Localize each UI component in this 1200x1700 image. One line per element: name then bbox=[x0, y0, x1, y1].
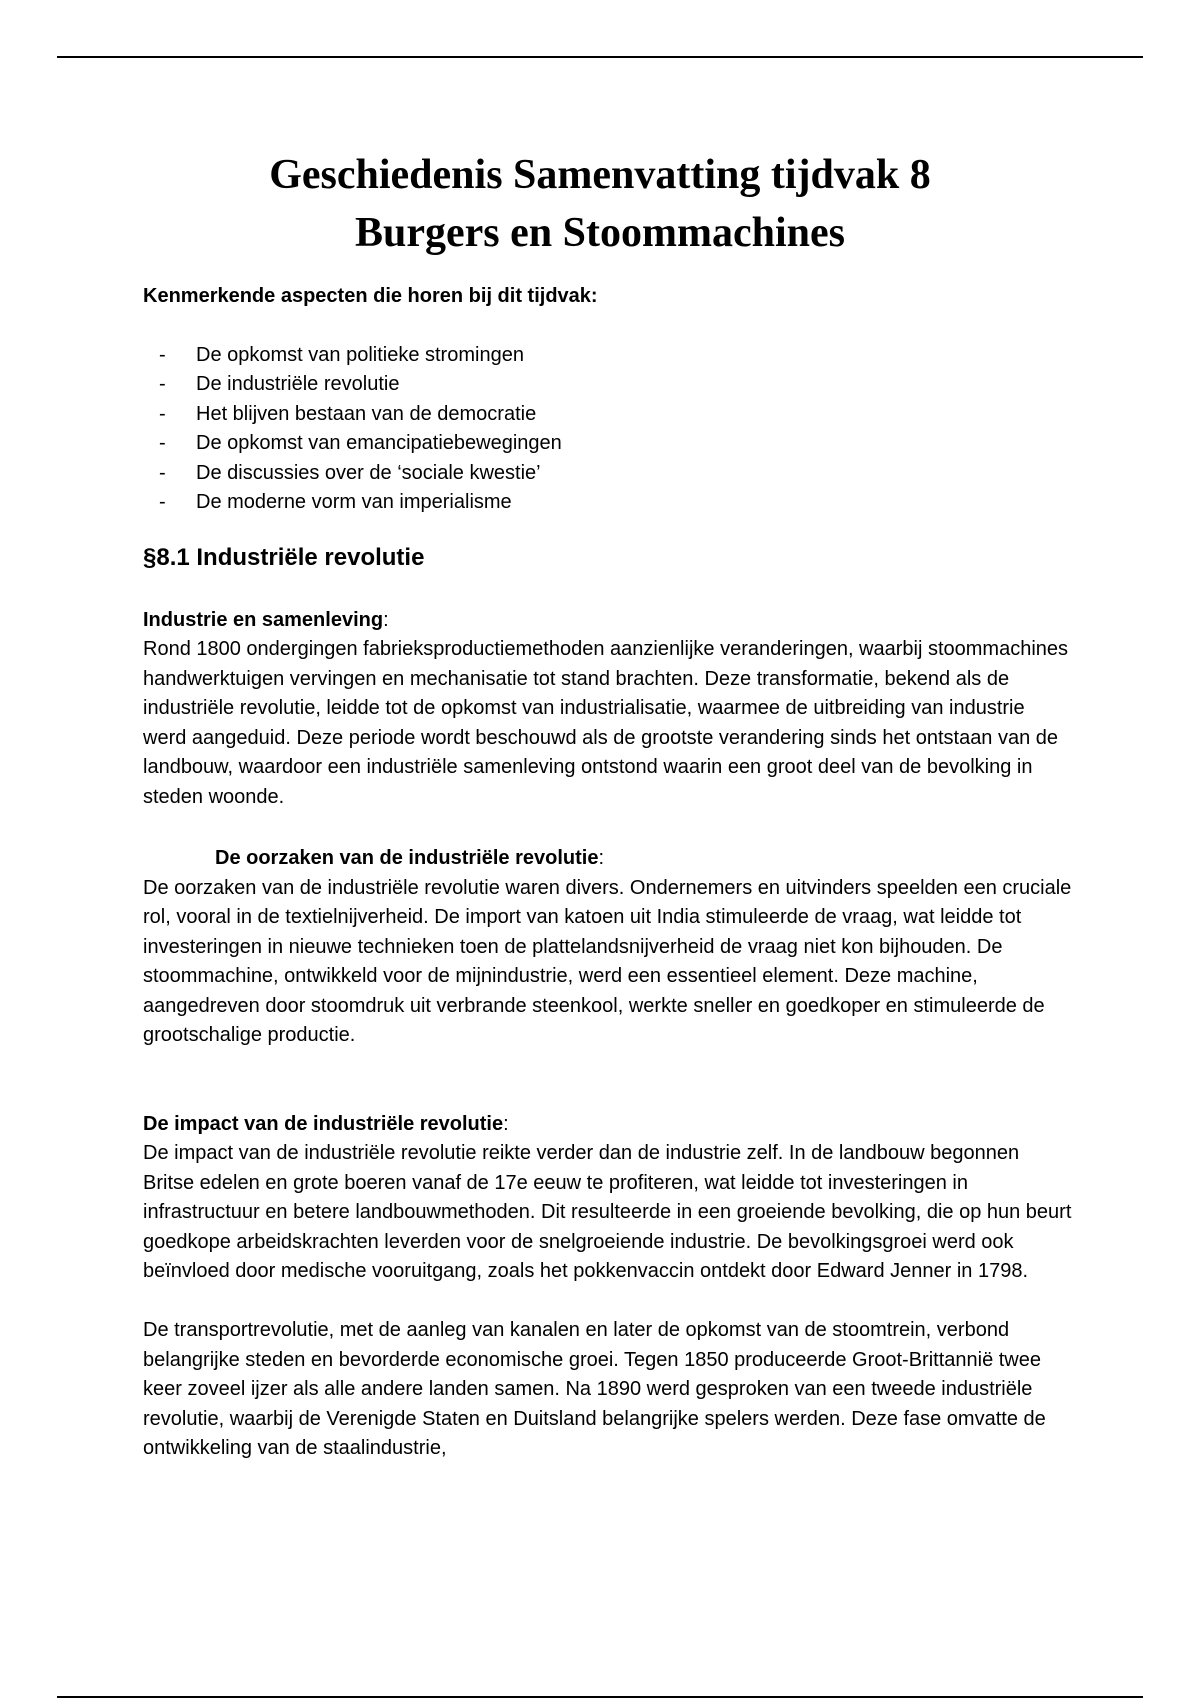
subheading-impact bbox=[143, 1110, 1073, 1140]
paragraph-transport: De transportrevolutie, met de aanleg van kanalen en later de opkomst van de stoomtrein, verbond belangrijke steden en bevorderde economische groei. Tegen 1850 produceerde Groot-Brittannië twee keer zoveel ijzer als alle andere landen samen. Na 1890 werd gesproken van een tweede industriële revolutie, waarbij de Verenigde Staten en Duitsland belangrijke spelers werden. Deze fase omvatte de ontwikkeling van de staalindustrie, bbox=[143, 1319, 1046, 1459]
bullet-dash: - bbox=[159, 343, 166, 366]
list-item bbox=[143, 429, 1073, 459]
list-item bbox=[143, 370, 1073, 400]
aspects-list bbox=[143, 341, 1073, 518]
bullet-dash: - bbox=[159, 491, 166, 513]
subheading-colon: : bbox=[383, 608, 389, 631]
list-item-text: De industriële revolutie bbox=[196, 373, 400, 395]
section-heading: §8.1 Industriële revolutie bbox=[143, 543, 425, 571]
list-item bbox=[143, 459, 1073, 489]
document-title bbox=[0, 146, 1200, 262]
bullet-dash: - bbox=[159, 402, 166, 425]
subheading-colon: : bbox=[503, 1112, 509, 1135]
subheading-industrie bbox=[143, 606, 1073, 636]
list-item-text: Het blijven bestaan van de democratie bbox=[196, 402, 537, 425]
list-item bbox=[143, 341, 1073, 371]
subheading-text: Industrie en samenleving bbox=[143, 608, 384, 631]
list-item-text: De opkomst van emancipatiebewegingen bbox=[196, 432, 562, 454]
aspects-heading: Kenmerkende aspecten die horen bij dit tijdvak: bbox=[143, 285, 598, 307]
bullet-dash: - bbox=[159, 432, 166, 454]
header-rule bbox=[57, 56, 1143, 58]
list-item-text: De discussies over de ‘sociale kwestie’ bbox=[196, 461, 541, 484]
paragraph-industrie: Rond 1800 ondergingen fabrieksproductiemethoden aanzienlijke veranderingen, waarbij stoommachines handwerktuigen vervingen en mechanisatie tot stand brachten. Deze transformatie, bekend als de industriële revolutie, leidde tot de opkomst van industrialisatie, waarmee de uitbreiding van industrie werd aangeduid. Deze periode wordt beschouwd als de grootste verandering sinds het ontstaan van de landbouw, waardoor een industriële samenleving ontstond waarin een groot deel van de bevolking in steden woonde. bbox=[143, 638, 1069, 808]
list-item bbox=[143, 488, 1073, 518]
bullet-dash: - bbox=[159, 373, 166, 395]
title-line-2: Burgers en Stoommachines bbox=[355, 210, 845, 256]
subheading-colon: : bbox=[598, 847, 605, 869]
bullet-dash: - bbox=[159, 461, 166, 484]
footer-rule bbox=[57, 1696, 1143, 1698]
subheading-text: De oorzaken van de industriële revolutie bbox=[215, 847, 599, 869]
list-item-text: De opkomst van politieke stromingen bbox=[196, 343, 524, 366]
subheading-oorzaken bbox=[143, 844, 1073, 874]
subheading-text: De impact van de industriële revolutie bbox=[143, 1112, 504, 1135]
document-body bbox=[143, 282, 1073, 1464]
paragraph-impact: De impact van de industriële revolutie reikte verder dan de industrie zelf. In de landbouw begonnen Britse edelen en grote boeren vanaf de 17e eeuw te profiteren, wat leidde tot investeringen in infrastructuur en betere landbouwmethoden. Dit resulteerde in een groeiende bevolking, die op hun beurt goedkope arbeidskrachten leverden voor de snelgroeiende industrie. De bevolkingsgroei werd ook beïnvloed door medische vooruitgang, zoals het pokkenvaccin ontdekt door Edward Jenner in 1798. bbox=[143, 1142, 1072, 1282]
list-item bbox=[143, 400, 1073, 430]
list-item-text: De moderne vorm van imperialisme bbox=[196, 491, 512, 513]
title-line-1: Geschiedenis Samenvatting tijdvak 8 bbox=[269, 152, 931, 198]
paragraph-oorzaken: De oorzaken van de industriële revolutie waren divers. Ondernemers en uitvinders speelden een cruciale rol, vooral in de textielnijverheid. De import van katoen uit India stimuleerde de vraag, wat leidde tot investeringen in nieuwe technieken toen de plattelandsnijverheid de vraag niet kon bijhouden. De stoommachine, ontwikkeld voor de mijnindustrie, werd een essentieel element. Deze machine, aangedreven door stoomdruk uit verbrande steenkool, werkte sneller en goedkoper en stimuleerde de grootschalige productie. bbox=[143, 876, 1072, 1046]
